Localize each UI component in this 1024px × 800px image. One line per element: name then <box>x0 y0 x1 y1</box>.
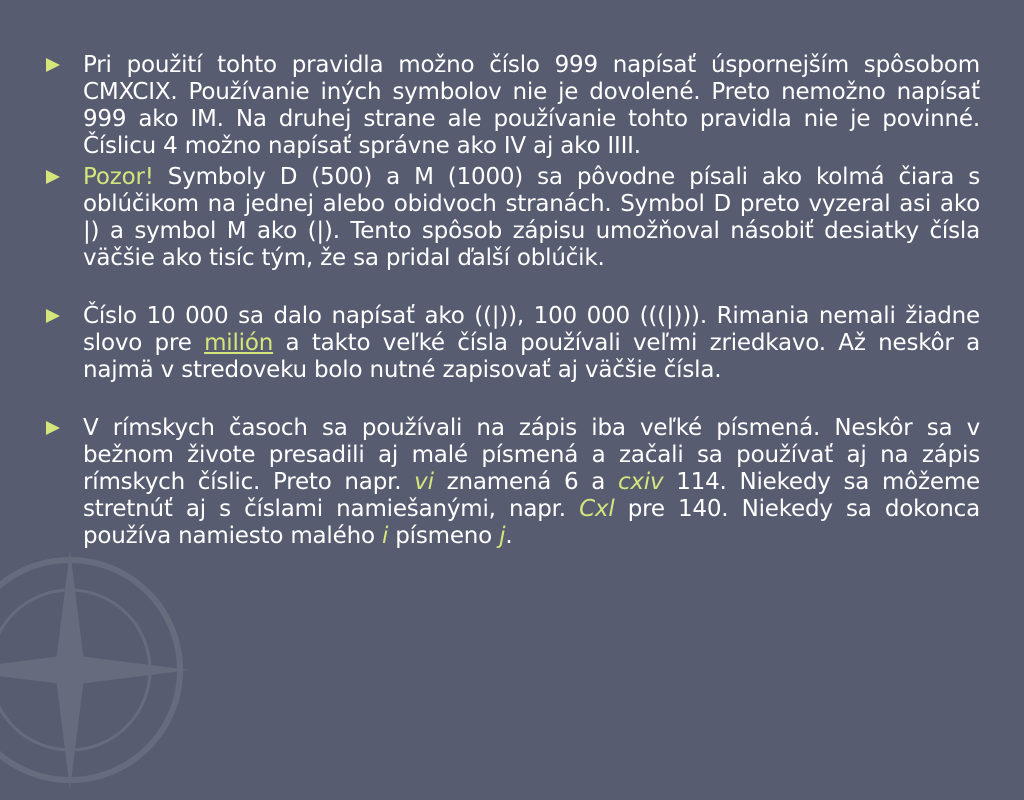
paragraph-2-body: Symboly D (500) a M (1000) sa pôvodne písali ako kolmá čiara s oblúčikom na jednej alebo obidvoch stranách. Symbol D preto vyzeral asi ako |) a symbol M ako (|). Tento spôsob zápisu umožňoval násobiť desiatky čísla väčšie ako tisíc tým, že sa pridal ďalší oblúčik. <box>83 164 980 271</box>
pozor-highlight: Pozor! <box>83 164 154 190</box>
paragraph-3-after-link: a takto veľké čísla používali veľmi zriedkavo. Až neskôr a najmä v stredoveku bolo nutné zapisovať aj väčšie čísla. <box>83 330 980 383</box>
slide-content <box>46 52 980 550</box>
milion-link[interactable]: milión <box>204 330 274 356</box>
bullet-paragraph-1 <box>46 52 980 160</box>
triangle-bullet-icon <box>46 58 60 72</box>
example-cxiv: cxiv <box>617 469 664 495</box>
triangle-bullet-icon <box>46 421 60 435</box>
paragraph-4-text <box>83 415 980 550</box>
example-cxl: Cxl <box>579 496 615 522</box>
paragraph-3-text <box>83 303 980 384</box>
bullet-paragraph-2 <box>46 164 980 272</box>
triangle-bullet-icon <box>46 170 60 184</box>
compass-watermark-icon <box>0 540 200 800</box>
example-j: j <box>499 523 506 549</box>
paragraph-4-part-4: pre 140. Niekedy sa dokonca používa namiesto malého <box>83 496 980 549</box>
paragraph-1-text: Pri použití tohto pravidla možno číslo 999 napísať úspornejším spôsobom CMXCIX. Používanie iných symbolov nie je dovolené. Preto nemožno napísať 999 ako IM. Na druhej strane ale používanie tohto pravidla nie je povinné. Číslicu 4 možno napísať správne ako IV aj ako IIII. <box>83 52 980 159</box>
example-vi: vi <box>414 469 434 495</box>
paragraph-4-part-2: znamená 6 a <box>433 469 618 495</box>
paragraph-4-part-5: písmeno <box>388 523 500 549</box>
paragraph-4-part-3: 114. Niekedy sa môžeme stretnúť aj s číslami namiešanými, napr. <box>83 469 981 522</box>
paragraph-4-part-6: . <box>505 523 513 549</box>
paragraph-3-before-link: Číslo 10 000 sa dalo napísať ako ((|)), 100 000 (((|))). Rimania nemali žiadne slovo pre <box>83 303 980 356</box>
example-i: i <box>381 523 389 549</box>
triangle-bullet-icon <box>46 309 60 323</box>
paragraph-2-text <box>83 164 980 272</box>
bullet-paragraph-3 <box>46 303 980 384</box>
paragraph-4-part-1: V rímskych časoch sa používali na zápis iba veľké písmená. Neskôr sa v bežnom živote presadili aj malé písmená a začali sa používať aj na zápis rímskych číslic. Preto napr. <box>83 415 980 495</box>
bullet-paragraph-4 <box>46 415 980 550</box>
